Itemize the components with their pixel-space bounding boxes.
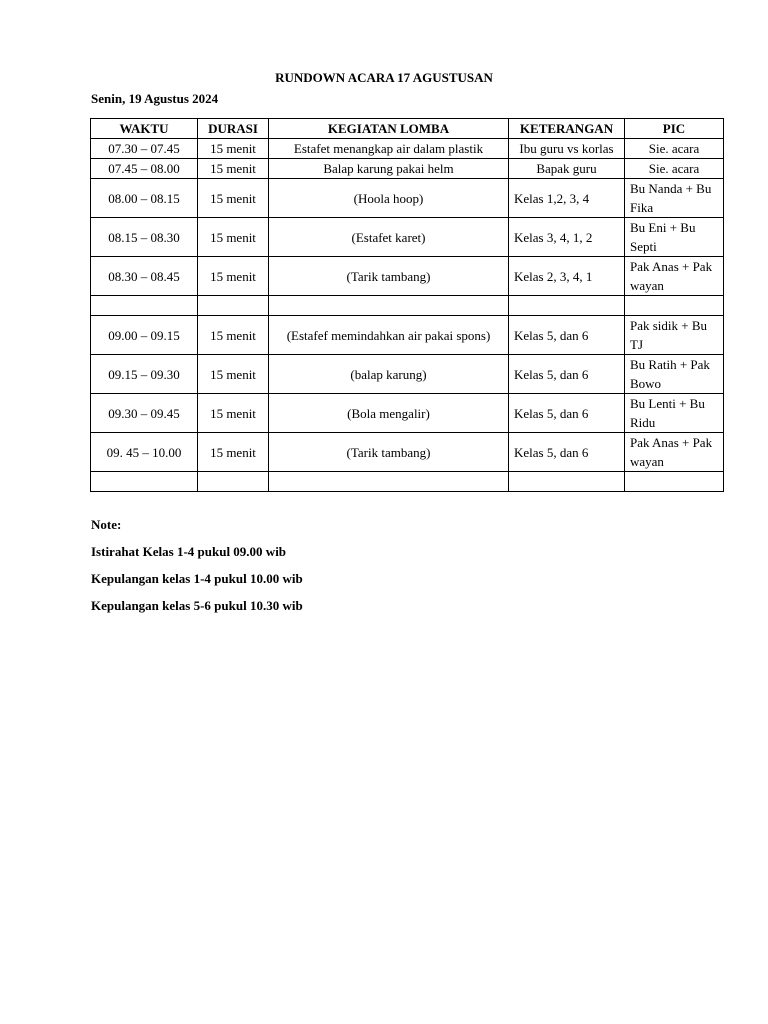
cell-kegiatan: Balap karung pakai helm <box>269 159 509 179</box>
note-item: Istirahat Kelas 1-4 pukul 09.00 wib <box>91 544 287 559</box>
cell-pic: Pak Anas + Pak wayan <box>625 257 724 296</box>
table-header-row <box>91 119 724 139</box>
cell-keterangan: Kelas 5, dan 6 <box>509 433 625 472</box>
cell-durasi: 15 menit <box>198 433 269 472</box>
cell-keterangan: Kelas 5, dan 6 <box>509 355 625 394</box>
table-row <box>91 433 724 472</box>
cell-keterangan: Kelas 3, 4, 1, 2 <box>509 218 625 257</box>
notes-section <box>91 517 303 625</box>
table-row <box>91 316 724 355</box>
cell-durasi: 15 menit <box>198 257 269 296</box>
header-pic: PIC <box>625 119 724 139</box>
cell-waktu: 08.30 – 08.45 <box>91 257 198 296</box>
cell-kegiatan: (Estafef memindahkan air pakai spons) <box>269 316 509 355</box>
cell-durasi: 15 menit <box>198 179 269 218</box>
cell-waktu: 08.15 – 08.30 <box>91 218 198 257</box>
cell-keterangan: Ibu guru vs korlas <box>509 139 625 159</box>
cell-pic <box>625 472 724 492</box>
cell-durasi: 15 menit <box>198 394 269 433</box>
cell-waktu: 09.30 – 09.45 <box>91 394 198 433</box>
table-row-blank <box>91 296 724 316</box>
document-title: RUNDOWN ACARA 17 AGUSTUSAN <box>275 70 493 85</box>
cell-pic: Sie. acara <box>625 139 724 159</box>
rundown-table <box>90 118 724 492</box>
cell-waktu <box>91 472 198 492</box>
cell-pic: Pak Anas + Pak wayan <box>625 433 724 472</box>
cell-pic: Pak sidik + Bu TJ <box>625 316 724 355</box>
cell-keterangan: Kelas 2, 3, 4, 1 <box>509 257 625 296</box>
cell-waktu <box>91 296 198 316</box>
cell-kegiatan: (balap karung) <box>269 355 509 394</box>
cell-pic: Bu Eni + Bu Septi <box>625 218 724 257</box>
cell-kegiatan <box>269 472 509 492</box>
cell-durasi <box>198 472 269 492</box>
cell-pic: Bu Lenti + Bu Ridu <box>625 394 724 433</box>
cell-kegiatan: (Hoola hoop) <box>269 179 509 218</box>
header-waktu: WAKTU <box>91 119 198 139</box>
cell-durasi <box>198 296 269 316</box>
cell-durasi: 15 menit <box>198 316 269 355</box>
table-row <box>91 355 724 394</box>
cell-waktu: 09. 45 – 10.00 <box>91 433 198 472</box>
header-durasi: DURASI <box>198 119 269 139</box>
table-row <box>91 394 724 433</box>
cell-durasi: 15 menit <box>198 218 269 257</box>
table-row <box>91 159 724 179</box>
cell-keterangan: Kelas 5, dan 6 <box>509 394 625 433</box>
cell-kegiatan: (Tarik tambang) <box>269 433 509 472</box>
cell-waktu: 07.30 – 07.45 <box>91 139 198 159</box>
table-row <box>91 139 724 159</box>
cell-kegiatan: (Tarik tambang) <box>269 257 509 296</box>
table-row <box>91 218 724 257</box>
cell-waktu: 07.45 – 08.00 <box>91 159 198 179</box>
table-row <box>91 257 724 296</box>
cell-pic: Sie. acara <box>625 159 724 179</box>
cell-kegiatan <box>269 296 509 316</box>
cell-durasi: 15 menit <box>198 139 269 159</box>
cell-keterangan: Kelas 1,2, 3, 4 <box>509 179 625 218</box>
table-row <box>91 179 724 218</box>
header-kegiatan: KEGIATAN LOMBA <box>269 119 509 139</box>
cell-keterangan: Kelas 5, dan 6 <box>509 316 625 355</box>
cell-pic <box>625 296 724 316</box>
note-item: Kepulangan kelas 1-4 pukul 10.00 wib <box>91 571 303 586</box>
cell-durasi: 15 menit <box>198 159 269 179</box>
cell-kegiatan: (Bola mengalir) <box>269 394 509 433</box>
cell-waktu: 08.00 – 08.15 <box>91 179 198 218</box>
note-item: Kepulangan kelas 5-6 pukul 10.30 wib <box>91 598 303 613</box>
cell-waktu: 09.15 – 09.30 <box>91 355 198 394</box>
cell-keterangan <box>509 296 625 316</box>
notes-heading: Note: <box>91 517 122 532</box>
cell-pic: Bu Ratih + Pak Bowo <box>625 355 724 394</box>
cell-pic: Bu Nanda + Bu Fika <box>625 179 724 218</box>
document-date: Senin, 19 Agustus 2024 <box>91 91 219 106</box>
cell-keterangan: Bapak guru <box>509 159 625 179</box>
cell-kegiatan: (Estafet karet) <box>269 218 509 257</box>
cell-kegiatan: Estafet menangkap air dalam plastik <box>269 139 509 159</box>
cell-waktu: 09.00 – 09.15 <box>91 316 198 355</box>
cell-durasi: 15 menit <box>198 355 269 394</box>
cell-keterangan <box>509 472 625 492</box>
header-keterangan: KETERANGAN <box>509 119 625 139</box>
table-row-blank <box>91 472 724 492</box>
